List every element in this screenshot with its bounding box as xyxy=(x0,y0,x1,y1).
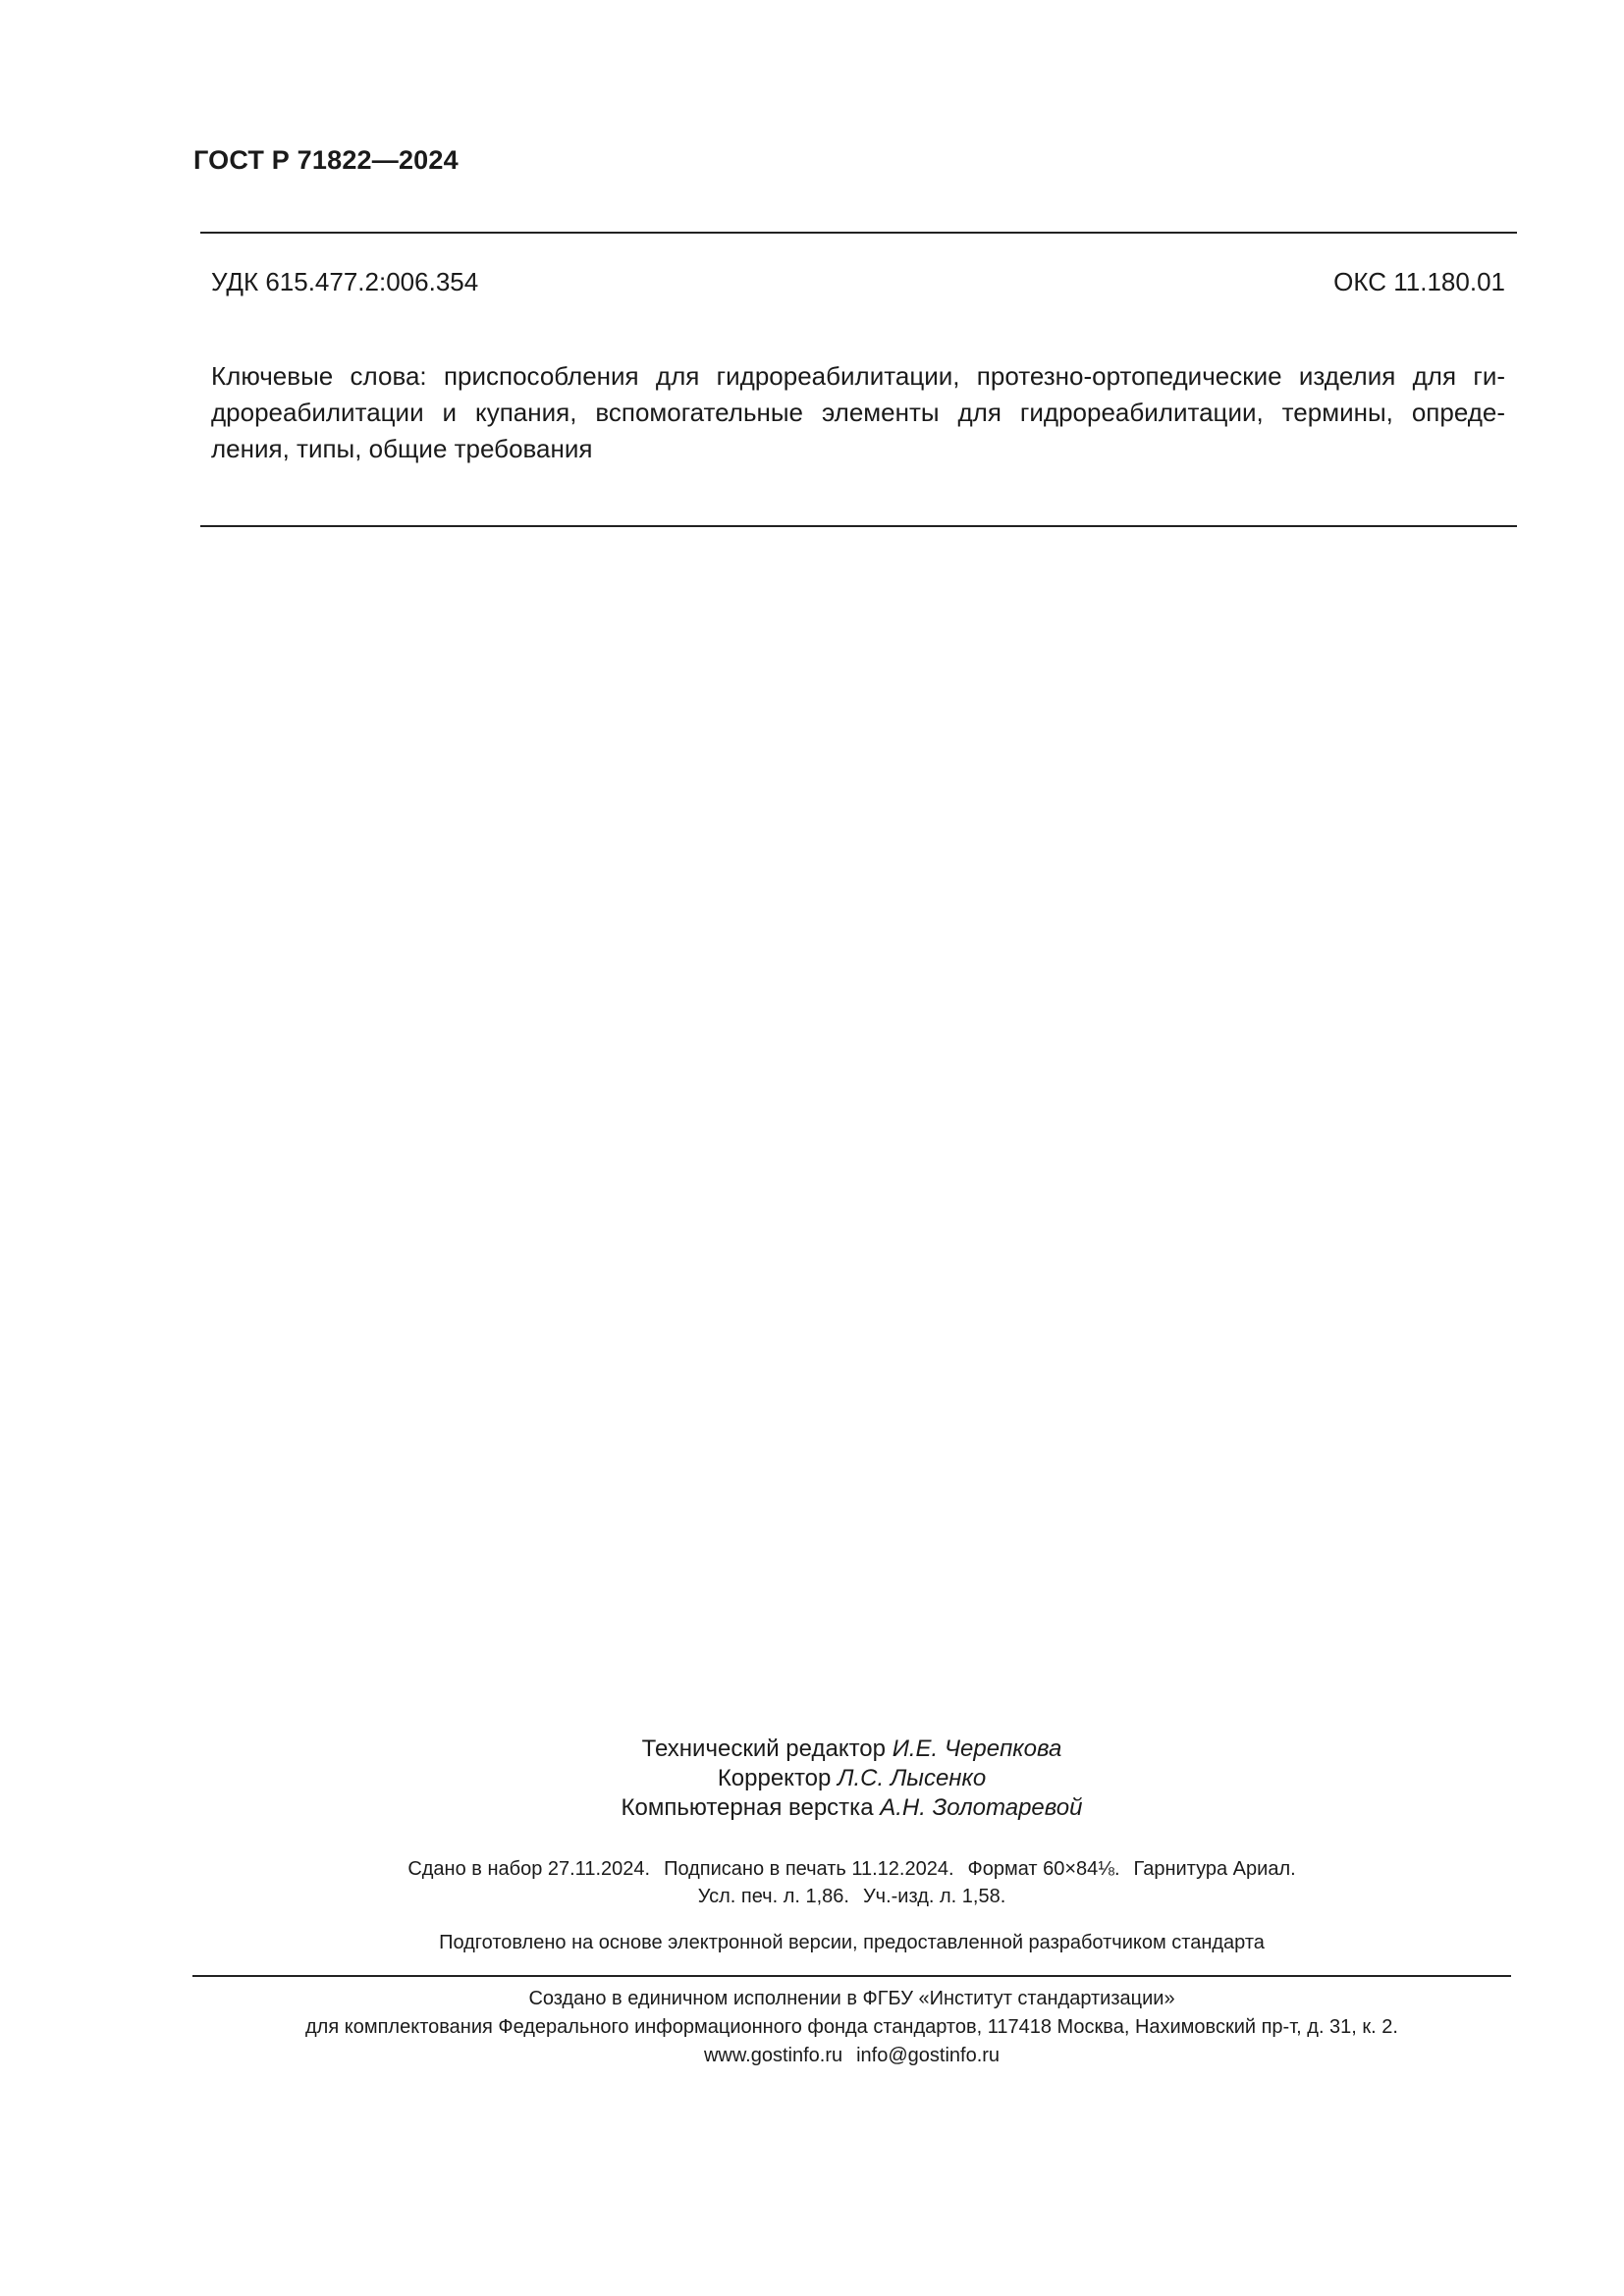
keywords-line: Ключевые слова: приспособления для гидрореабилитации, протезно-ортопедические изделия для ги- xyxy=(211,361,1505,391)
email-link[interactable]: info@gostinfo.ru xyxy=(856,2045,1001,2066)
signed-date: Подписано в печать 11.12.2024. xyxy=(664,1858,954,1880)
typeset-date: Сдано в набор 27.11.2024. xyxy=(407,1858,651,1880)
imprint-contacts xyxy=(0,2042,1624,2070)
udk-code: УДК 615.477.2:006.354 xyxy=(211,267,479,296)
top-divider xyxy=(200,232,1517,234)
layout-role: Компьютерная верстка xyxy=(621,1794,874,1821)
tech-editor-name: И.Е. Черепкова xyxy=(892,1735,1062,1762)
imprint-divider xyxy=(192,1975,1511,1977)
print-sheets: Усл. печ. л. 1,86. xyxy=(697,1886,849,1907)
print-info-line-2 xyxy=(0,1883,1624,1910)
print-info xyxy=(0,1855,1624,1910)
prepared-note: Подготовлено на основе электронной версии, предоставленной разработчиком стандарта xyxy=(439,1932,1265,1953)
tech-editor-role: Технический редактор xyxy=(641,1735,887,1762)
corrector-name: Л.С. Лысенко xyxy=(838,1765,987,1791)
corrector-role: Корректор xyxy=(717,1765,832,1791)
editorial-staff xyxy=(0,1735,1624,1823)
imprint-line-1: Создано в единичном исполнении в ФГБУ «Институт стандартизации» xyxy=(528,1988,1175,2009)
typeface: Гарнитура Ариал. xyxy=(1133,1858,1296,1880)
paper-format: Формат 60×84⅛. xyxy=(967,1858,1120,1880)
publisher-sheets: Уч.-изд. л. 1,58. xyxy=(862,1886,1006,1907)
keywords-line: ления, типы, общие требования xyxy=(211,434,593,463)
website-link[interactable]: www.gostinfo.ru xyxy=(703,2045,843,2066)
tech-editor-line xyxy=(0,1735,1624,1764)
keywords-block xyxy=(211,358,1505,467)
oks-code: ОКС 11.180.01 xyxy=(1333,267,1505,296)
imprint-block xyxy=(0,1985,1624,2070)
classification-row xyxy=(211,267,1505,297)
corrector-line xyxy=(0,1764,1624,1793)
layout-line xyxy=(0,1793,1624,1823)
standard-number-header: ГОСТ Р 71822—2024 xyxy=(193,145,459,175)
keywords-divider xyxy=(200,525,1517,527)
layout-name: А.Н. Золотаревой xyxy=(880,1794,1083,1821)
imprint-line-2: для комплектования Федерального информационного фонда стандартов, 117418 Москва, Нахимовский пр-т, д. 31, к. 2. xyxy=(305,2016,1398,2038)
print-info-line-1 xyxy=(0,1855,1624,1883)
keywords-line: дрореабилитации и купания, вспомогательные элементы для гидрореабилитации, термины, опреде- xyxy=(211,398,1505,427)
